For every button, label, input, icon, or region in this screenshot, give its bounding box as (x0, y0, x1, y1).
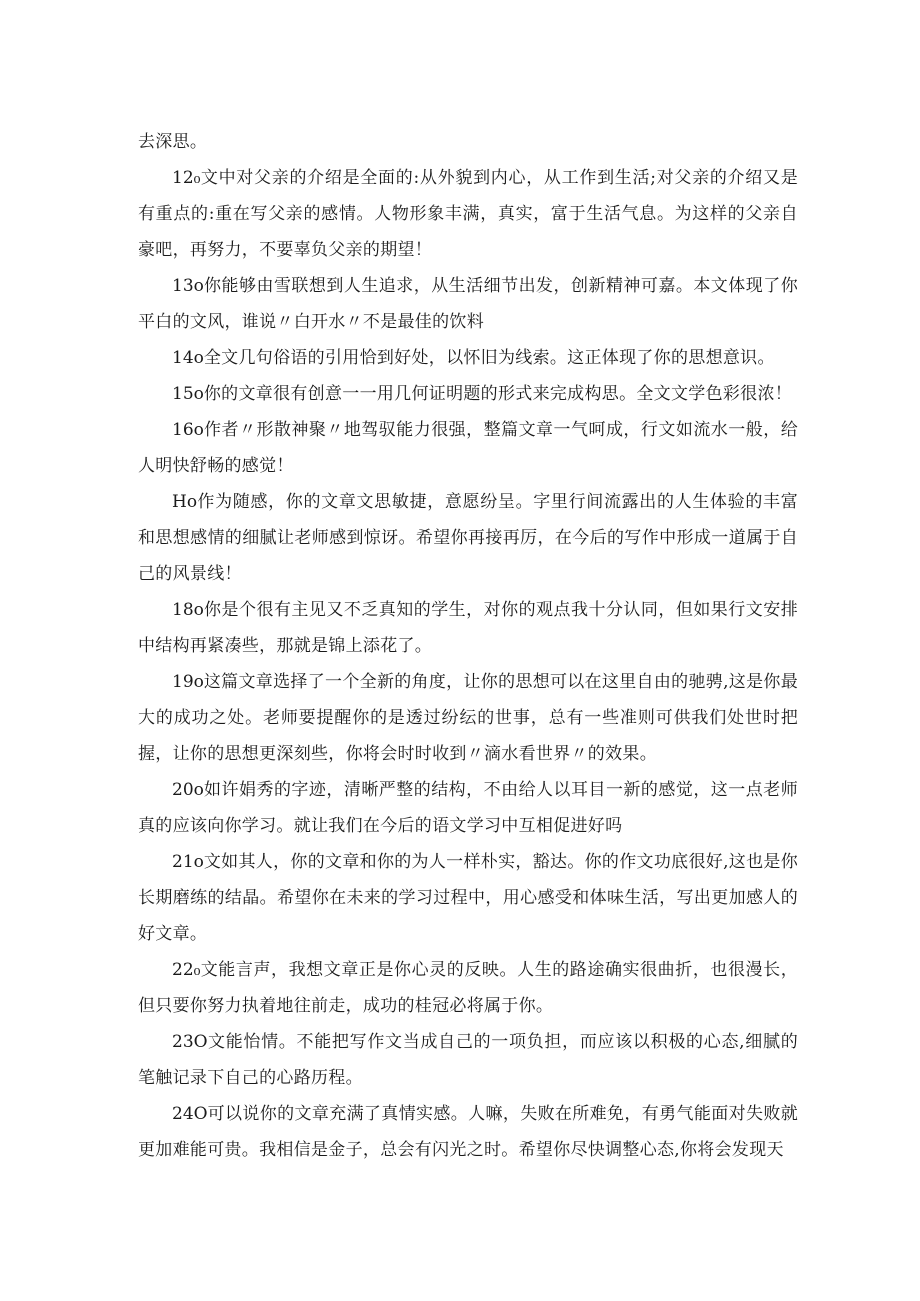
paragraph-text: 作者〃形散神聚〃地驾驭能力很强，整篇文章一气呵成，行文如流水一般，给人明快舒畅的感觉！ (138, 420, 798, 476)
paragraph (138, 484, 798, 592)
paragraph-number: 14o (172, 348, 204, 368)
paragraph-text: 文能怡情。不能把写作文当成自己的一项负担，而应该以积极的心态,细腻的笔触记录下自己的心路历程。 (138, 1032, 798, 1088)
paragraph-text: 作为随感，你的文章文思敏捷，意愿纷呈。字里行间流露出的人生体验的丰富和思想感情的细腻让老师感到惊讶。希望你再接再厉，在今后的写作中形成一道属于自己的风景线！ (138, 492, 798, 584)
paragraph-number: 16o (172, 420, 204, 440)
paragraph (138, 1096, 798, 1168)
paragraph-number: 20o (172, 780, 204, 800)
paragraph-number: 23O (172, 1032, 208, 1052)
paragraph-text: 如许娟秀的字迹，清晰严整的结构，不由给人以耳目一新的感觉，这一点老师真的应该向你学习。就让我们在今后的语文学习中互相促进好吗 (138, 780, 798, 836)
paragraph-number: 19o (172, 672, 204, 692)
paragraph-text: 这篇文章选择了一个全新的角度，让你的思想可以在这里自由的驰骋,这是你最大的成功之处。老师要提醒你的是透过纷纭的世事，总有一些准则可供我们处世时把握，让你的思想更深刻些，你将会时时收到〃滴水看世界〃的效果。 (138, 672, 798, 764)
paragraph (138, 952, 798, 1024)
paragraph (138, 124, 798, 160)
paragraph (138, 1024, 798, 1096)
document-body (138, 124, 798, 1168)
paragraph-number: 24O (172, 1104, 208, 1124)
paragraph-number: 22₀ (172, 960, 201, 980)
paragraph-text: 去深思。 (138, 132, 208, 152)
paragraph (138, 592, 798, 664)
paragraph (138, 412, 798, 484)
paragraph-number: 18o (172, 600, 204, 620)
paragraph-number: 15o (172, 384, 204, 404)
paragraph (138, 268, 798, 340)
paragraph (138, 772, 798, 844)
paragraph-text: 文如其人，你的文章和你的为人一样朴实，豁达。你的作文功底很好,这也是你长期磨练的结晶。希望你在未来的学习过程中，用心感受和体味生活，写出更加感人的好文章。 (138, 852, 798, 944)
paragraph (138, 844, 798, 952)
paragraph (138, 664, 798, 772)
paragraph-text: 全文几句俗语的引用恰到好处，以怀旧为线索。这正体现了你的思想意识。 (203, 348, 775, 368)
paragraph (138, 340, 798, 376)
paragraph-number: 12₀ (172, 168, 201, 188)
paragraph-text: 文能言声，我想文章正是你心灵的反映。人生的路途确实很曲折，也很漫长，但只要你努力执着地往前走，成功的桂冠必将属于你。 (138, 960, 798, 1016)
paragraph-text: 你的文章很有创意一一用几何证明题的形式来完成构思。全文文学色彩很浓！ (203, 384, 793, 404)
paragraph-number: 21o (172, 852, 204, 872)
paragraph-number: 13o (172, 276, 204, 296)
paragraph-text: 可以说你的文章充满了真情实感。人嘛，失败在所难免，有勇气能面对失败就更加难能可贵。我相信是金子，总会有闪光之时。希望你尽快调整心态,你将会发现天 (138, 1104, 798, 1160)
paragraph (138, 376, 798, 412)
paragraph (138, 160, 798, 268)
paragraph-number: Ho (172, 492, 198, 512)
paragraph-text: 你是个很有主见又不乏真知的学生，对你的观点我十分认同，但如果行文安排中结构再紧凑些，那就是锦上添花了。 (138, 600, 798, 656)
paragraph-text: 文中对父亲的介绍是全面的:从外貌到内心，从工作到生活;对父亲的介绍又是有重点的:重在写父亲的感情。人物形象丰满，真实，富于生活气息。为这样的父亲自豪吧，再努力，不要辜负父亲的期望！ (138, 168, 798, 260)
paragraph-text: 你能够由雪联想到人生追求，从生活细节出发，创新精神可嘉。本文体现了你平白的文风，谁说〃白开水〃不是最佳的饮料 (138, 276, 798, 332)
